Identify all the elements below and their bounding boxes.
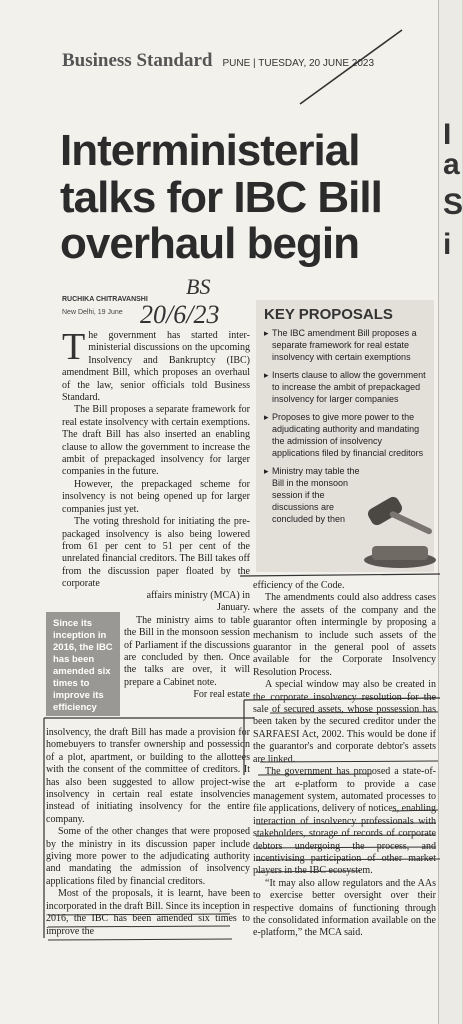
- placeline: New Delhi, 19 June: [62, 309, 123, 316]
- article-paragraph: The Bill proposes a separate framework for real estate insolvency with certain exemptions. The draft Bill has also inserted an enabling clause to allow the government to increase the ambit of prepackaged insolvency for larger companies in the future.: [62, 404, 250, 478]
- edge-fragment: I: [443, 118, 452, 151]
- article-paragraph: insolvency, the draft Bill has made a provision for homebuyers to transfer ownership and possession of a plot, apartment, or building to the allottees with the consent of the committee of creditors. It has also been suggested to allow project-wise insolvency in certain real estate insolvencies instead of initiating insolvency for the entire company.: [46, 727, 250, 825]
- article-column-narrow: [124, 590, 250, 725]
- article-paragraph: Most of the proposals, it is learnt, have been incorporated in the draft Bill. Since its inception in 2016, the IBC has been amended six times to improve the: [46, 888, 250, 937]
- gavel-icon: [350, 480, 438, 572]
- byline: RUCHIKA CHITRAVANSHI: [62, 296, 148, 303]
- article-paragraph: The amendments could also address cases where the assets of the company and the guarantor often intermingle by proposing a mechanism to include such assets of the guarantor in the general pool of assets available for the Corporate Insolvency Resolution Process.: [253, 592, 436, 678]
- article-paragraph: A special window may also be created in the corporate insolvency resolution for the sale of secured assets, whose possession has been taken by the secured creditor under the SARFAESI Act, 2002. This would be done if the guarantor's and corporate debtor's assets are linked.: [253, 679, 436, 765]
- headline-line: Interministerial: [60, 126, 360, 175]
- article-paragraph: The voting threshold for initiating the pre-packaged insolvency is also being lowered from 61 per cent to 51 per cent of the unrelated financial creditors. The Bill takes off from the discussion paper floated by the corporate: [62, 516, 250, 590]
- proposal-item: ▸ Inserts clause to allow the government to increase the ambit of prepackaged insolvency for larger companies: [264, 369, 426, 405]
- article-paragraph: affairs ministry (MCA) in January.: [146, 590, 250, 614]
- pull-quote-text: Since its inception in 2016, the IBC has been amended six times to improve its efficiency: [53, 618, 113, 713]
- article-paragraph: However, the prepackaged scheme for insolvency is not being opened up for larger companies just yet.: [62, 478, 250, 515]
- proposal-item: ▸ Ministry may table the Bill in the monsoon session if the discussions are concluded by then: [264, 465, 364, 525]
- article-paragraph: For real estate: [193, 689, 250, 701]
- dateline: PUNE | TUESDAY, 20 JUNE 2023: [222, 58, 375, 69]
- proposal-item: ▸ The IBC amendment Bill proposes a separate framework for real estate insolvency with certain exemptions: [264, 327, 426, 363]
- key-proposals-title: KEY PROPOSALS: [264, 306, 393, 323]
- article-column-right: [253, 580, 436, 1000]
- article-column-left: [62, 326, 250, 590]
- handwritten-initials: BS: [186, 274, 211, 299]
- headline-line: talks for IBC Bill: [60, 172, 382, 222]
- article-paragraph: efficiency of the Code.: [253, 580, 345, 591]
- article-paragraph: Some of the other changes that were proposed by the ministry in its discussion paper include giving more power to the adjudicating authority and mandating the admission of insolvency applications filed by financial creditors.: [46, 826, 250, 887]
- publication-name: Business Standard: [62, 50, 213, 71]
- pull-quote: [46, 612, 120, 716]
- adjacent-page-edge: [438, 0, 462, 1024]
- edge-fragment: i: [443, 228, 452, 261]
- article-paragraph: “It may also allow regulators and the AAs to exercise better oversight over their respective domains of functioning through the consolidated information available on the e-platform,” the MCA said.: [253, 877, 436, 939]
- headline-line: overhaul begin: [60, 219, 359, 269]
- article-paragraph: The ministry aims to table the Bill in the monsoon session of Parliament if the discussions are concluded by then. Once the talks are over, it will prepare a Cabinet note.: [124, 614, 250, 688]
- edge-fragment: a: [443, 148, 460, 181]
- article-paragraph: The government has proposed a state-of-the art e-platform to provide a case management system, automated processes to file applications, delivery of notices, enabling interaction of insolvency professionals with stakeholders, storage of records of corporate debtors undergoing the process, and incentivising participation of other market players in the IBC ecosystem.: [253, 766, 436, 877]
- handwritten-date: 20/6/23: [140, 300, 220, 329]
- headline: [60, 128, 440, 268]
- article-paragraph: he government has started inter-ministerial discussions on the upcoming Insolvency and Bankruptcy (IBC) amendment Bill, which proposes an overhaul of the law, senior officials told Business Standard.: [62, 330, 250, 404]
- proposal-item: ▸ Proposes to give more power to the adjudicating authority and mandating the admission of insolvency applications filed by financial creditors: [264, 411, 426, 459]
- article-column-bottom-left: [46, 727, 250, 995]
- edge-fragment: S: [443, 188, 463, 221]
- masthead: [62, 50, 442, 72]
- drop-cap: T: [62, 326, 86, 368]
